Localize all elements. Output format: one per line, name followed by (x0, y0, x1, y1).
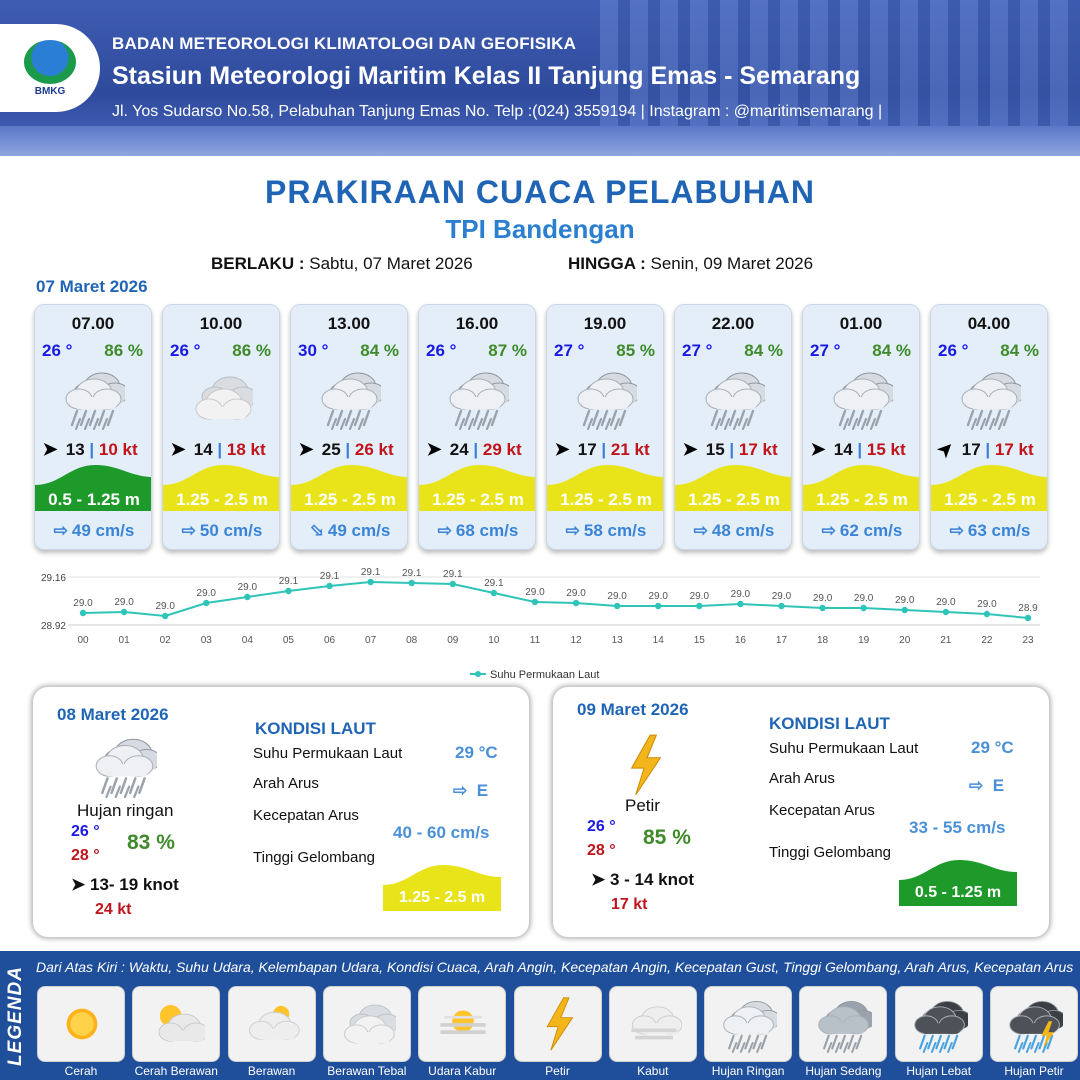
sst-point (408, 580, 414, 586)
card-wind (807, 439, 919, 461)
sst-point (326, 583, 332, 589)
x-tick-label: 11 (529, 635, 541, 646)
card-time: 16.00 (455, 314, 499, 333)
wind-arrow-icon: ➤ (554, 439, 570, 459)
card-wind (167, 439, 279, 461)
wave-height: 1.25 - 2.5 m (688, 490, 780, 509)
card-time: 13.00 (327, 314, 371, 333)
x-tick-label: 17 (775, 635, 788, 646)
haze-icon (435, 993, 491, 1055)
sst-point (367, 579, 373, 585)
x-tick-label: 05 (282, 635, 294, 646)
wind-separator: | (857, 440, 863, 459)
sst-data-label: 29.0 (771, 591, 792, 602)
wind-separator: | (985, 440, 991, 459)
card-wind (39, 439, 151, 461)
wind-arrow-icon: ➤ (71, 875, 86, 894)
wind-speed: 14 (833, 440, 853, 459)
sst-point (860, 605, 866, 611)
legend-label: Berawan (247, 1064, 296, 1078)
thunder-icon (613, 731, 677, 799)
card-temp: 27 ° (810, 341, 841, 360)
sst-point (655, 603, 661, 609)
wind-speed: 25 (321, 440, 341, 459)
wind-separator: | (345, 440, 351, 459)
wind-gust: 10 kt (98, 440, 138, 459)
wind-speed: 17 (961, 440, 981, 459)
sst-point (244, 594, 250, 600)
current-speed: 49 cm/s (71, 521, 135, 540)
card-current (803, 521, 920, 541)
rain-light-icon (831, 365, 893, 431)
x-tick-label: 15 (693, 635, 705, 646)
wind-gust: 17 kt (994, 440, 1034, 459)
card-current (35, 521, 152, 541)
rain-heavy-icon (912, 993, 968, 1055)
x-tick-label: 21 (940, 635, 952, 646)
current-speed: 62 cm/s (839, 521, 903, 540)
current-arrow-icon: ⇨ (181, 521, 196, 540)
y-tick-label: 28.92 (40, 621, 66, 632)
rain-medium-icon (816, 993, 872, 1055)
wave-height: 1.25 - 2.5 m (432, 490, 524, 509)
daily-panel (32, 686, 530, 938)
wave-height: 1.25 - 2.5 m (560, 490, 652, 509)
dir-value (453, 781, 488, 801)
x-tick-label: 09 (447, 635, 459, 646)
panel-wave-height: 1.25 - 2.5 m (398, 889, 486, 906)
card-temp: 26 ° (42, 341, 73, 360)
panel-wave-height: 0.5 - 1.25 m (914, 884, 1002, 901)
wind-gust: 21 kt (610, 440, 650, 459)
wind-gust: 29 kt (482, 440, 522, 459)
dir-label: Arah Arus (769, 770, 835, 787)
sst-point (80, 610, 86, 616)
wind-separator: | (601, 440, 607, 459)
station-name: Stasiun Meteorologi Maritim Kelas II Tanjung Emas - Semarang (112, 62, 861, 90)
sst-data-label: 29.0 (73, 598, 93, 609)
panel-kondisi-title: KONDISI LAUT (255, 719, 376, 738)
sst-point (491, 590, 497, 596)
dir-text: E (992, 776, 1005, 795)
legend-label: Kabut (637, 1064, 669, 1078)
panel-wind-speed: 3 - 14 knot (609, 870, 695, 889)
legend-item (895, 986, 983, 1062)
legend-item (704, 986, 792, 1062)
legend-item (514, 986, 602, 1062)
card-humidity: 84 % (360, 341, 399, 360)
sst-data-label: 29.0 (648, 591, 668, 602)
wind-arrow-icon: ➤ (170, 439, 186, 459)
wind-arrow-icon: ➤ (933, 436, 959, 462)
panel-wind-speed: 13- 19 knot (89, 875, 179, 894)
card-time: 22.00 (711, 314, 755, 333)
card-wind (295, 439, 407, 461)
sun-cloud-icon (149, 993, 205, 1055)
current-arrow-icon: ⇨ (693, 521, 708, 540)
from-label: BERLAKU : (211, 254, 305, 273)
current-arrow-icon: ⇨ (949, 521, 964, 540)
current-speed: 68 cm/s (455, 521, 519, 540)
x-tick-label: 14 (652, 635, 664, 646)
legend-item (418, 986, 506, 1062)
card-current (675, 521, 792, 541)
panel-wind (591, 870, 694, 890)
current-arrow-icon: ⇨ (305, 518, 329, 543)
sst-data-label: 29.0 (607, 591, 627, 602)
legend-label: Cerah (64, 1064, 98, 1078)
sst-point (121, 609, 127, 615)
cloud-thick-icon (191, 365, 253, 431)
legend-label: Udara Kabur (428, 1064, 497, 1078)
wind-gust: 18 kt (226, 440, 266, 459)
logo-text: BMKG (34, 85, 66, 97)
x-tick-label: 18 (817, 635, 829, 646)
x-tick-label: 00 (77, 635, 89, 646)
wind-arrow-icon: ➤ (42, 439, 58, 459)
day0-date: 07 Maret 2026 (36, 277, 148, 296)
sst-label: Suhu Permukaan Laut (253, 745, 403, 762)
card-time: 01.00 (839, 314, 883, 333)
to-value: Senin, 09 Maret 2026 (650, 254, 814, 273)
wind-arrow-icon: ➤ (810, 439, 826, 459)
wind-speed: 15 (705, 440, 725, 459)
card-humidity: 85 % (616, 341, 655, 360)
current-speed: 50 cm/s (199, 521, 263, 540)
bmkg-logo (0, 24, 100, 112)
sst-point (984, 611, 990, 617)
wave-label: Tinggi Gelombang (253, 849, 376, 866)
card-temp: 26 ° (938, 341, 969, 360)
panel-condition: Hujan ringan (77, 801, 174, 820)
card-temp: 27 ° (682, 341, 713, 360)
wave-height: 0.5 - 1.25 m (48, 490, 140, 509)
legend-label: Hujan Ringan (711, 1064, 785, 1078)
panel-gust: 17 kt (611, 896, 648, 913)
panel-wind (71, 875, 179, 895)
bmkg-logo-icon (24, 40, 76, 84)
card-wind (679, 439, 791, 461)
sst-point (737, 601, 743, 607)
sst-data-label: 29.0 (689, 591, 710, 602)
wind-separator: | (89, 440, 95, 459)
wave-height: 1.25 - 2.5 m (176, 490, 268, 509)
wind-arrow-icon: ➤ (426, 439, 442, 459)
fog-icon (626, 993, 682, 1055)
cloud-sun-icon (245, 993, 301, 1055)
wind-separator: | (729, 440, 735, 459)
x-tick-label: 08 (406, 635, 418, 646)
sst-value: 29 °C (455, 743, 498, 762)
panel-temp-min: 26 ° (71, 823, 100, 840)
sst-data-label: 29.0 (525, 587, 545, 598)
legend-item (37, 986, 125, 1062)
current-speed: 48 cm/s (711, 521, 775, 540)
x-tick-label: 02 (159, 635, 171, 646)
current-speed: 49 cm/s (327, 521, 391, 540)
sst-data-label: 29.0 (936, 597, 956, 608)
wind-speed: 13 (65, 440, 85, 459)
panel-gust: 24 kt (95, 901, 132, 918)
card-humidity: 84 % (744, 341, 783, 360)
card-time: 19.00 (583, 314, 627, 333)
current-arrow-icon: ⇨ (821, 521, 836, 540)
wave-height: 1.25 - 2.5 m (816, 490, 908, 509)
card-humidity: 86 % (232, 341, 271, 360)
card-current (291, 518, 408, 543)
card-time: 10.00 (199, 314, 243, 333)
forecast-card (802, 304, 920, 550)
sun-icon (54, 993, 110, 1055)
panel-date: 09 Maret 2026 (577, 700, 689, 719)
y-tick-label: 29.16 (40, 573, 66, 584)
card-time: 07.00 (71, 314, 115, 333)
validity-from (211, 254, 473, 274)
sst-point (532, 599, 538, 605)
card-temp: 27 ° (554, 341, 585, 360)
x-tick-label: 23 (1022, 635, 1034, 646)
sst-point (1025, 615, 1031, 621)
forecast-card (162, 304, 280, 550)
x-tick-label: 06 (323, 635, 336, 646)
wind-arrow-icon: ➤ (591, 870, 606, 889)
wind-speed: 14 (193, 440, 213, 459)
sst-data-label: 29.0 (566, 588, 586, 599)
sst-data-label: 29.0 (114, 597, 134, 608)
dir-text: E (476, 781, 489, 800)
sst-data-label: 29.0 (895, 595, 915, 606)
rain-thunder-icon (1007, 993, 1063, 1055)
wave-height: 1.25 - 2.5 m (944, 490, 1036, 509)
current-arrow-icon: ⇨ (453, 781, 468, 800)
card-current (163, 521, 280, 541)
x-tick-label: 19 (858, 635, 870, 646)
card-humidity: 87 % (488, 341, 527, 360)
legend-item (990, 986, 1078, 1062)
sst-data-label: 29.1 (360, 567, 381, 578)
sst-data-label: 29.1 (443, 569, 463, 580)
wave-label: Tinggi Gelombang (769, 844, 892, 861)
x-tick-label: 04 (241, 635, 253, 646)
sst-series-line (83, 582, 1028, 618)
x-tick-label: 07 (365, 635, 377, 646)
legend-label: Hujan Petir (1004, 1064, 1064, 1078)
legend-item (132, 986, 220, 1062)
sst-value: 29 °C (971, 738, 1014, 757)
card-temp: 26 ° (170, 341, 201, 360)
card-current (419, 521, 536, 541)
sst-label: Suhu Permukaan Laut (769, 740, 919, 757)
rain-light-icon (575, 365, 637, 431)
header-banner (0, 0, 1080, 156)
sst-point (203, 600, 209, 606)
to-label: HINGGA : (568, 254, 646, 273)
legend-item (609, 986, 697, 1062)
dir-value (969, 776, 1004, 796)
panel-humidity: 83 % (127, 831, 175, 854)
thunder-icon (531, 993, 587, 1055)
rain-light-icon (703, 365, 765, 431)
x-tick-label: 20 (899, 635, 911, 646)
page-subtitle: TPI Bandengan (445, 214, 635, 244)
legend-title-wrap (0, 951, 32, 1080)
card-current (931, 521, 1048, 541)
speed-value: 33 - 55 cm/s (909, 818, 1006, 837)
forecast-card (418, 304, 536, 550)
sst-point (450, 581, 456, 587)
legend-title: LEGENDA (5, 965, 26, 1066)
x-tick-label: 10 (488, 635, 500, 646)
card-humidity: 84 % (872, 341, 911, 360)
sst-data-label: 29.1 (401, 568, 422, 579)
cloud-thick-icon (340, 993, 396, 1055)
legend-item (323, 986, 411, 1062)
forecast-card (546, 304, 664, 550)
current-speed: 58 cm/s (583, 521, 647, 540)
sst-data-label: 29.0 (812, 593, 833, 604)
x-tick-label: 01 (118, 635, 130, 646)
legend-item (228, 986, 316, 1062)
legend-label: Cerah Berawan (134, 1064, 218, 1078)
chart-legend-label: Suhu Permukaan Laut (490, 669, 600, 681)
sst-point (285, 588, 291, 594)
panel-kondisi-title: KONDISI LAUT (769, 714, 890, 733)
sst-point (778, 603, 784, 609)
speed-label: Kecepatan Arus (253, 807, 359, 824)
rain-light-icon (93, 731, 157, 799)
current-arrow-icon: ⇨ (53, 521, 68, 540)
panel-temp-max: 28 ° (587, 842, 616, 859)
wind-gust: 17 kt (738, 440, 778, 459)
wind-gust: 26 kt (354, 440, 394, 459)
sst-point (902, 607, 908, 613)
rain-light-icon (959, 365, 1021, 431)
sst-point (696, 603, 702, 609)
forecast-card (930, 304, 1048, 550)
sst-data-label: 29.0 (237, 582, 258, 593)
wind-arrow-icon: ➤ (298, 439, 314, 459)
panel-temp-min: 26 ° (587, 818, 616, 835)
x-tick-label: 03 (200, 635, 212, 646)
chart-legend-marker (475, 671, 481, 677)
from-value: Sabtu, 07 Maret 2026 (309, 254, 473, 273)
current-speed: 63 cm/s (967, 521, 1031, 540)
panel-date: 08 Maret 2026 (57, 705, 169, 724)
card-humidity: 84 % (1000, 341, 1039, 360)
legend-label: Hujan Lebat (906, 1064, 972, 1078)
speed-value: 40 - 60 cm/s (393, 823, 490, 842)
wind-separator: | (217, 440, 223, 459)
sst-point (573, 600, 579, 606)
sst-data-label: 29.0 (730, 589, 751, 600)
wind-speed: 17 (577, 440, 597, 459)
forecast-card (34, 304, 152, 550)
wind-separator: | (473, 440, 479, 459)
rain-light-icon (721, 993, 777, 1055)
forecast-card (674, 304, 792, 550)
validity-to (568, 254, 813, 274)
rain-light-icon (447, 365, 509, 431)
rain-light-icon (319, 365, 381, 431)
sst-point (943, 609, 949, 615)
sst-point (819, 605, 825, 611)
sst-chart (20, 560, 1060, 685)
legend-description: Dari Atas Kiri : Waktu, Suhu Udara, Kelembapan Udara, Kondisi Cuaca, Arah Angin, Kecepatan Angin, Kecepatan Gust, Tinggi Gelombang, Arah Arus, Kecepatan Arus (36, 959, 1074, 975)
card-current (547, 521, 664, 541)
x-tick-label: 16 (734, 635, 746, 646)
sst-data-label: 29.0 (977, 599, 997, 610)
x-tick-label: 12 (570, 635, 582, 646)
legend-label: Hujan Sedang (805, 1064, 882, 1078)
card-humidity: 86 % (104, 341, 143, 360)
card-temp: 26 ° (426, 341, 457, 360)
banner-floor (0, 126, 1080, 156)
panel-temp-max: 28 ° (71, 847, 100, 864)
legend-item (799, 986, 887, 1062)
sst-data-label: 29.0 (853, 593, 874, 604)
panel-humidity: 85 % (643, 826, 691, 849)
org-name: BADAN METEOROLOGI KLIMATOLOGI DAN GEOFISIKA (112, 34, 577, 53)
sst-data-label: 28.9 (1018, 603, 1038, 614)
x-tick-label: 22 (981, 635, 993, 646)
sst-data-label: 29.1 (484, 578, 504, 589)
sst-data-label: 29.0 (155, 601, 175, 612)
card-temp: 30 ° (298, 341, 329, 360)
wind-arrow-icon: ➤ (682, 439, 698, 459)
station-address: Jl. Yos Sudarso No.58, Pelabuhan Tanjung Emas No. Telp :(024) 3559194 | Instagram : @maritimsemarang | (112, 103, 883, 120)
page-title: PRAKIRAAN CUACA PELABUHAN (264, 174, 816, 210)
current-arrow-icon: ⇨ (969, 776, 984, 795)
dir-label: Arah Arus (253, 775, 319, 792)
daily-panel (552, 686, 1050, 938)
current-arrow-icon: ⇨ (565, 521, 580, 540)
card-wind (423, 439, 535, 461)
sst-data-label: 29.1 (278, 576, 299, 587)
card-time: 04.00 (967, 314, 1011, 333)
legend-label: Petir (545, 1064, 570, 1078)
panel-condition: Petir (625, 796, 660, 815)
card-wind (551, 439, 663, 461)
sst-data-label: 29.0 (196, 588, 216, 599)
x-tick-label: 13 (611, 635, 623, 646)
legend-label: Berawan Tebal (327, 1064, 407, 1078)
card-wind (933, 436, 1047, 462)
sst-data-label: 29.1 (319, 571, 340, 582)
sst-point (162, 613, 168, 619)
speed-label: Kecepatan Arus (769, 802, 875, 819)
wind-gust: 15 kt (866, 440, 906, 459)
wave-height: 1.25 - 2.5 m (304, 490, 396, 509)
current-arrow-icon: ⇨ (437, 521, 452, 540)
wind-speed: 24 (449, 440, 469, 459)
sst-point (614, 603, 620, 609)
forecast-card (290, 304, 408, 550)
rain-light-icon (63, 365, 125, 431)
